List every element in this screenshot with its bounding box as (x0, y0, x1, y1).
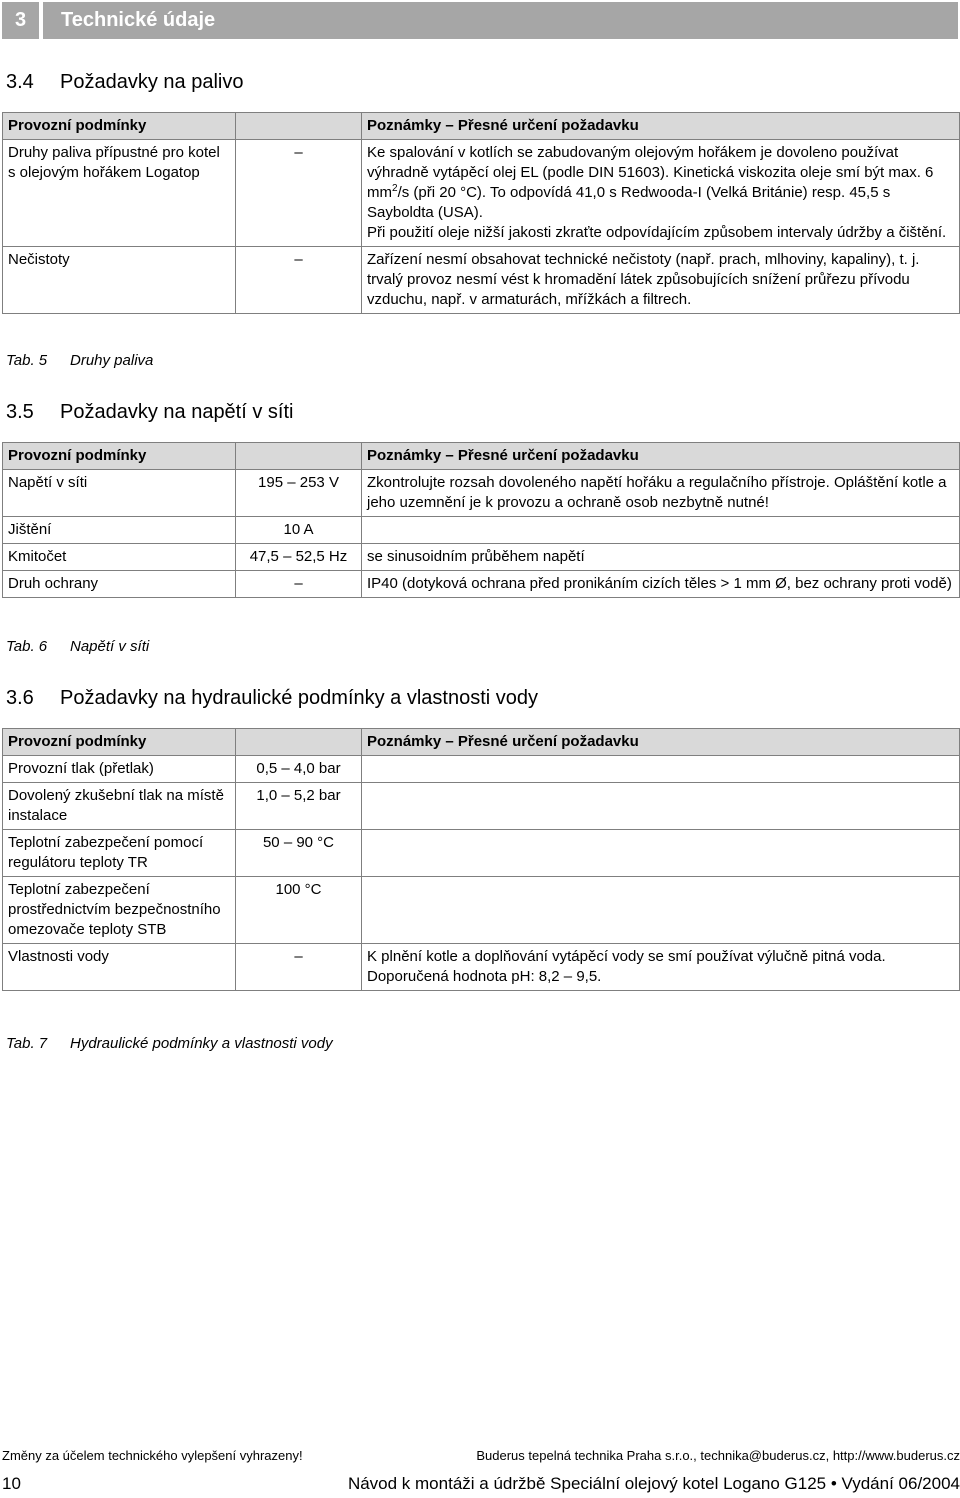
table-row (3, 830, 960, 877)
row-value: 10 A (236, 517, 362, 544)
fuel-requirements-table (2, 112, 960, 314)
row-label: Druhy paliva přípustné pro kotel s olejovým hořákem Logatop (3, 140, 236, 247)
row-label: Dovolený zkušební tlak na místě instalace (3, 783, 236, 830)
table-row (3, 877, 960, 944)
row-value: – (236, 571, 362, 598)
header-notes: Poznámky – Přesné určení požadavku (362, 443, 960, 470)
footer-disclaimer: Změny za účelem technického vylepšení vyhrazeny! (2, 1448, 303, 1463)
footer-notes (2, 1448, 960, 1463)
table-row (3, 470, 960, 517)
row-value: – (236, 944, 362, 991)
row-value: – (236, 140, 362, 247)
row-note (362, 756, 960, 783)
table-caption-6: Tab. 6 Napětí v síti (6, 638, 150, 655)
table-header-row (3, 113, 960, 140)
row-label: Provozní tlak (přetlak) (3, 756, 236, 783)
row-label: Teplotní zabezpečení prostřednictvím bezpečnostního omezovače teploty STB (3, 877, 236, 944)
table-header-row (3, 729, 960, 756)
row-label: Vlastnosti vody (3, 944, 236, 991)
table-caption-7: Tab. 7 Hydraulické podmínky a vlastnosti vody (6, 1035, 333, 1052)
row-note (362, 830, 960, 877)
chapter-header (0, 2, 960, 39)
row-label: Napětí v síti (3, 470, 236, 517)
header-conditions: Provozní podmínky (3, 443, 236, 470)
row-note: IP40 (dotyková ochrana před pronikáním cizích těles > 1 mm Ø, bez ochrany proti vodě) (362, 571, 960, 598)
row-label: Teplotní zabezpečení pomocí regulátoru teploty TR (3, 830, 236, 877)
table-row (3, 247, 960, 314)
row-note: Ke spalování v kotlích se zabudovaným olejovým hořákem je dovoleno používat výhradně vytápěcí olej EL (podle DIN 51603). Kinetická viskozita oleje smí být max. 6 $mm^2/s$ (při 20 °C). To odpovídá 41,0 s Redwooda-I (Velká Británie) resp. 45,5 s Sayboldta (USA). Při použití oleje nižší jakosti zkraťte odpovídajícím způsobem intervaly údržby a čištění. (362, 140, 960, 247)
row-value: 1,0 – 5,2 bar (236, 783, 362, 830)
footer-page-line (2, 1474, 960, 1494)
row-value: 47,5 – 52,5 Hz (236, 544, 362, 571)
row-note: Zkontrolujte rozsah dovoleného napětí hořáku a regulačního přístroje. Opláštění kotle a jeho uzemnění je k provozu a ochraně osob nezbytně nutné! (362, 470, 960, 517)
row-note (362, 517, 960, 544)
row-label: Nečistoty (3, 247, 236, 314)
header-empty (236, 729, 362, 756)
header-conditions: Provozní podmínky (3, 729, 236, 756)
table-row (3, 783, 960, 830)
row-value: – (236, 247, 362, 314)
header-notes: Poznámky – Přesné určení požadavku (362, 113, 960, 140)
row-note: K plnění kotle a doplňování vytápěcí vody se smí používat výlučně pitná voda. Doporučená hodnota pH: 8,2 – 9,5. (362, 944, 960, 991)
section-heading-3-4: 3.4 Požadavky na palivo (6, 71, 244, 93)
table-caption-5: Tab. 5 Druhy paliva (6, 352, 154, 369)
table-row (3, 571, 960, 598)
row-label: Jištění (3, 517, 236, 544)
table-row (3, 544, 960, 571)
page-number: 10 (2, 1474, 21, 1493)
row-note: Zařízení nesmí obsahovat technické nečistoty (např. prach, mlhoviny, kapaliny), t. j. trvalý provoz nesmí vést k hromadění látek způsobujících snížení průřezu přívodu vzduchu, např. v armaturách, mřížkách a filtrech. (362, 247, 960, 314)
hydraulic-requirements-table (2, 728, 960, 991)
row-note: se sinusoidním průběhem napětí (362, 544, 960, 571)
row-value: 195 – 253 V (236, 470, 362, 517)
row-value: 0,5 – 4,0 bar (236, 756, 362, 783)
header-empty (236, 443, 362, 470)
table-row (3, 944, 960, 991)
header-empty (236, 113, 362, 140)
row-label: Druh ochrany (3, 571, 236, 598)
table-row (3, 756, 960, 783)
row-label: Kmitočet (3, 544, 236, 571)
table-header-row (3, 443, 960, 470)
row-note (362, 783, 960, 830)
row-value: 100 °C (236, 877, 362, 944)
chapter-number: 3 (2, 2, 39, 39)
footer-contact: Buderus tepelná technika Praha s.r.o., technika@buderus.cz, http://www.buderus.cz (476, 1448, 960, 1463)
row-note (362, 877, 960, 944)
section-heading-3-6: 3.6 Požadavky na hydraulické podmínky a vlastnosti vody (6, 687, 539, 709)
table-row (3, 517, 960, 544)
section-heading-3-5: 3.5 Požadavky na napětí v síti (6, 401, 294, 423)
header-notes: Poznámky – Přesné určení požadavku (362, 729, 960, 756)
table-row (3, 140, 960, 247)
voltage-requirements-table (2, 442, 960, 598)
header-conditions: Provozní podmínky (3, 113, 236, 140)
document-title: Návod k montáži a údržbě Speciální olejový kotel Logano G125 • Vydání 06/2004 (347, 1474, 960, 1493)
chapter-title: Technické údaje (43, 2, 958, 39)
row-value: 50 – 90 °C (236, 830, 362, 877)
